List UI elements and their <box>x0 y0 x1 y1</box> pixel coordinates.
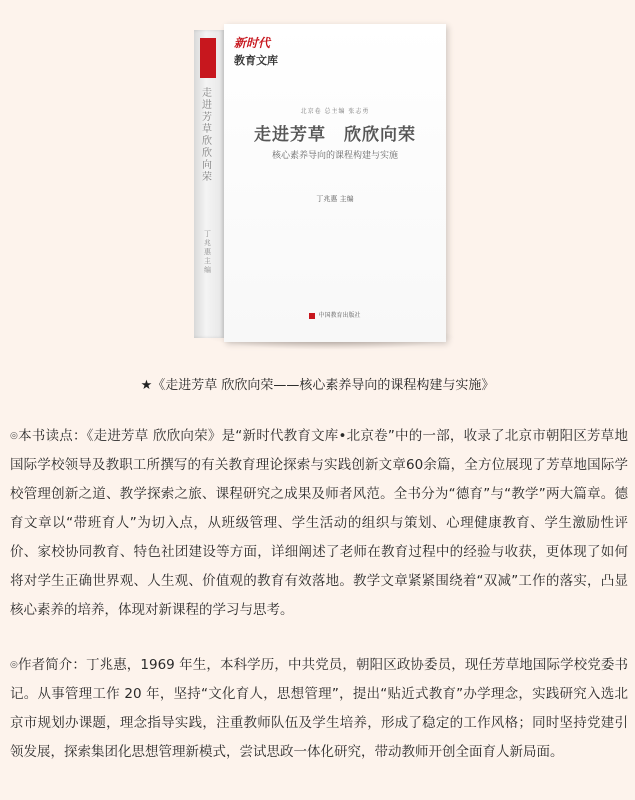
author-bio-text: 作者简介：丁兆惠，1969 年生，本科学历，中共党员，朝阳区政协委员，现任芳草地国际学校党委书记。从事管理工作 20 年，坚持“文化育人，思想管理”，提出“贴近式教育”办学理念，实践研究入选北京市规划办课题，理念指导实践，注重教师队伍及学生培养，形成了稳定的工作风格；同时坚持党建引领发展，探索集团化思想管理新模式，尝试思政一体化研究，带动教师开创全面育人新局面。 <box>10 657 628 760</box>
book-front <box>224 24 446 342</box>
spine-logo-band <box>200 38 216 78</box>
book-spine <box>194 30 224 338</box>
bullet-icon: ◎ <box>10 431 19 441</box>
volume-label: 北京卷 总主编 张志勇 <box>300 108 370 115</box>
series-name: 教育文库 <box>234 54 278 67</box>
highlights-paragraph <box>10 422 628 625</box>
publisher-logo-icon <box>309 313 315 319</box>
spine-author: 丁兆惠 主编 <box>204 230 211 274</box>
bullet-icon: ◎ <box>10 660 18 670</box>
image-caption: ★《走进芳草 欣欣向荣——核心素养导向的课程构建与实施》 <box>140 378 495 393</box>
book-title: 走进芳草 欣欣向荣 <box>254 125 416 145</box>
book-cover <box>194 24 446 344</box>
spine-title: 走进芳草 欣欣向荣 <box>202 88 212 183</box>
publisher <box>224 310 446 319</box>
series-logo: 新时代 <box>234 36 271 50</box>
publisher-name: 中国教育出版社 <box>318 312 361 319</box>
book-author: 丁兆惠 主编 <box>316 195 354 203</box>
highlights-text: 本书读点：《走进芳草 欣欣向荣》是“新时代教育文库•北京卷”中的一部，收录了北京市朝阳区芳草地国际学校领导及教职工所撰写的有关教育理论探索与实践创新文章60余篇，全方位展现了芳草地国际学校管理创新之道、教学探索之旅、课程研究之成果及师者风范。全书分为“德育”与“教学”两大篇章。德育文章以“带班育人”为切入点，从班级管理、学生活动的组织与策划、心理健康教育、学生激励性评价、家校协同教育、特色社团建设等方面，详细阐述了老师在教育过程中的经验与收获，更体现了如何将对学生正确世界观、人生观、价值观的教育有效落地。教学文章紧紧围绕着“双减”工作的落实，凸显核心素养的培养，体现对新课程的学习与思考。 <box>10 428 628 618</box>
author-bio-paragraph <box>10 651 628 767</box>
book-subtitle: 核心素养导向的课程构建与实施 <box>271 151 398 161</box>
book-cover-image <box>0 0 635 370</box>
